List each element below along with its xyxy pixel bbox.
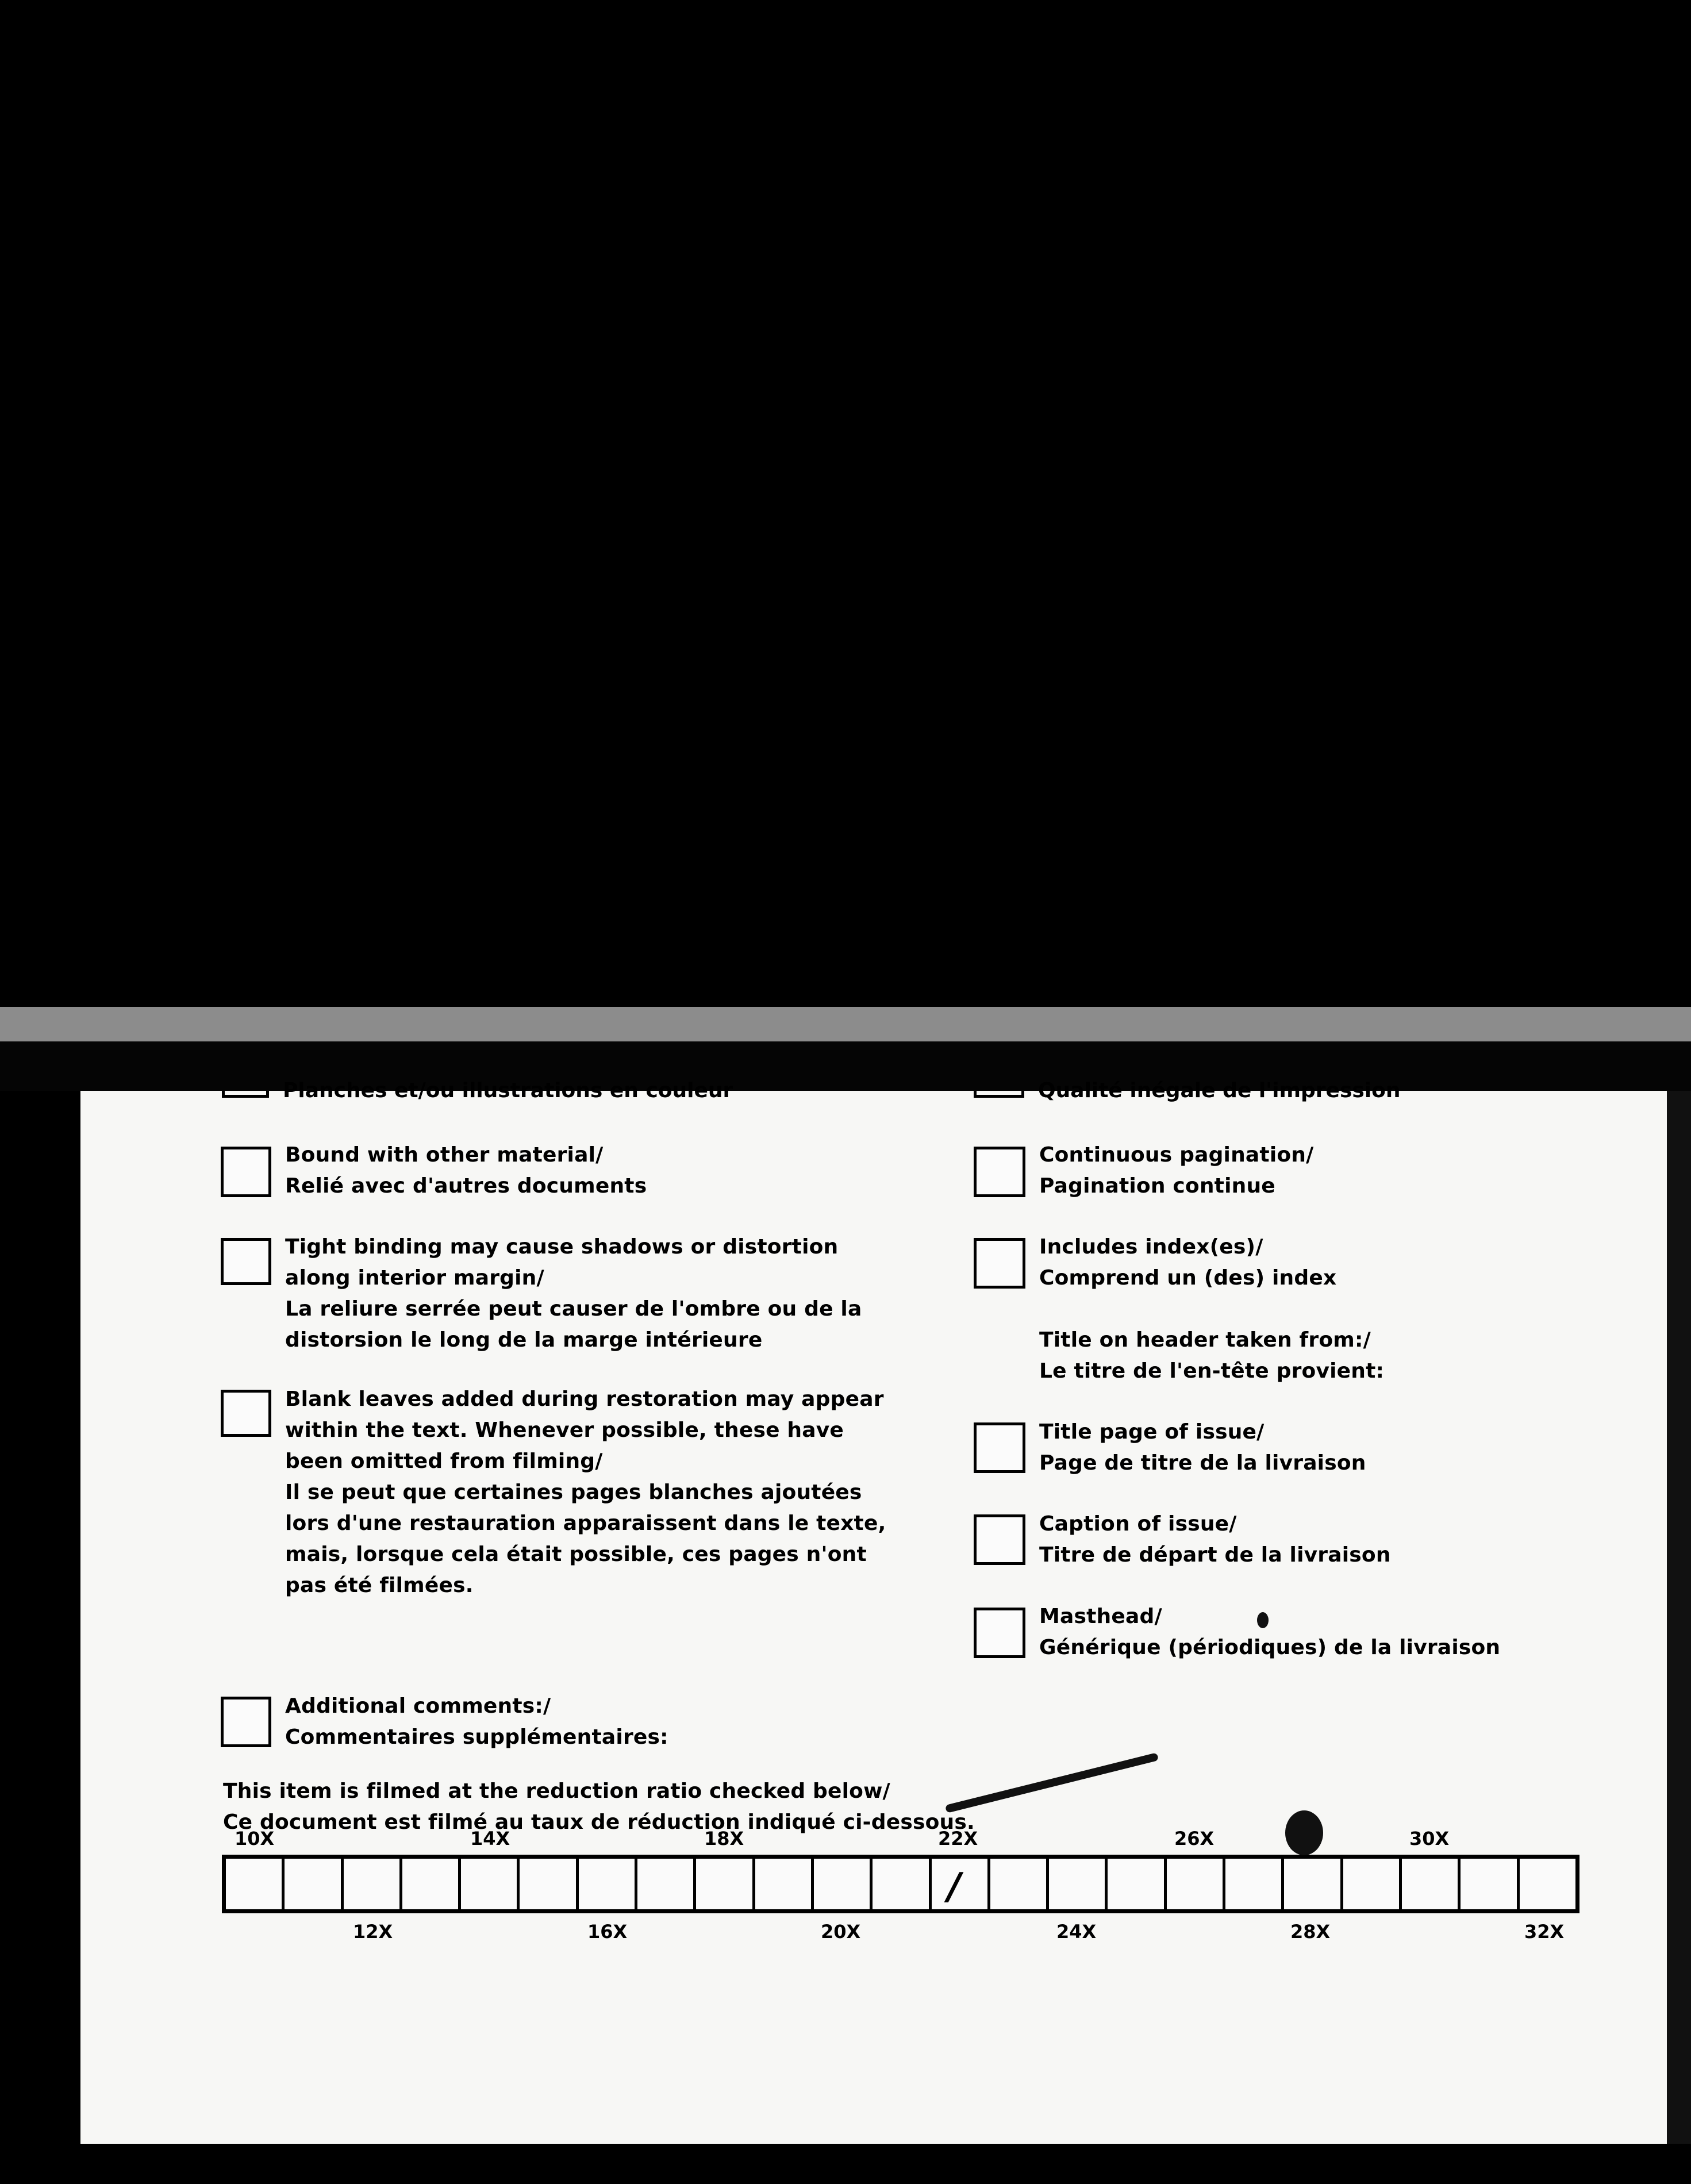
ratio-cell[interactable] xyxy=(1343,1859,1402,1909)
ratio-cell[interactable] xyxy=(932,1859,990,1909)
label-26x: 26X xyxy=(1174,1828,1215,1850)
item-bound-with: Bound with other material/ Relié avec d'autres documents xyxy=(285,1143,647,1198)
ratio-cell[interactable] xyxy=(344,1859,402,1909)
label-20x: 20X xyxy=(821,1921,861,1943)
item-title-page: Title page of issue/ Page de titre de la livraison xyxy=(1039,1420,1366,1475)
right-cut-item-text: Qualité inégale de l'impression xyxy=(1038,1079,1401,1102)
item-masthead: Masthead/ Générique (périodiques) de la livraison xyxy=(1039,1605,1501,1659)
checkbox-continuous-pagination[interactable] xyxy=(974,1147,1025,1197)
item-caption: Caption of issue/ Titre de départ de la livraison xyxy=(1039,1512,1391,1567)
ratio-cell[interactable] xyxy=(285,1859,343,1909)
checkbox-blank-leaves[interactable] xyxy=(221,1390,271,1437)
label-12x: 12X xyxy=(353,1921,393,1943)
label-10x: 10X xyxy=(235,1828,275,1850)
item-blank-leaves: Blank leaves added during restoration may appear within the text. Whenever possible, these have been omitted from filming/ Il se peut que certaines pages blanches ajoutées lors d'une restauration apparaissent dans le texte, mais, lorsque cela était possible, ces pages n'ont pas été filmées. xyxy=(285,1387,886,1597)
scanner-gray-band xyxy=(0,1007,1691,1041)
item-continuous-pagination: Continuous pagination/ Pagination continue xyxy=(1039,1143,1314,1198)
ratio-cell[interactable] xyxy=(1461,1859,1519,1909)
label-30x: 30X xyxy=(1409,1828,1450,1850)
item-tight-binding: Tight binding may cause shadows or distortion along interior margin/ La reliure serrée peut causer de l'ombre ou de la distorsion le long de la marge intérieure xyxy=(285,1235,862,1352)
item-additional-comments: Additional comments:/ Commentaires supplémentaires: xyxy=(285,1694,668,1749)
item-title-on-header: Title on header taken from:/ Le titre de l'en-tête provient: xyxy=(1039,1328,1385,1383)
label-28x: 28X xyxy=(1290,1921,1331,1943)
ink-dot xyxy=(1257,1612,1269,1628)
check-mark: / xyxy=(947,1866,961,1908)
ratio-cell[interactable] xyxy=(637,1859,696,1909)
ratio-cell[interactable] xyxy=(402,1859,461,1909)
label-14x: 14X xyxy=(470,1828,510,1850)
ratio-cell[interactable] xyxy=(520,1859,578,1909)
label-22x: 22X xyxy=(938,1828,978,1850)
label-24x: 24X xyxy=(1056,1921,1097,1943)
ratio-cell[interactable] xyxy=(1284,1859,1343,1909)
label-16x: 16X xyxy=(587,1921,628,1943)
ink-blot xyxy=(1285,1810,1323,1855)
ratio-cell[interactable] xyxy=(873,1859,931,1909)
label-18x: 18X xyxy=(704,1828,744,1850)
ratio-cell[interactable] xyxy=(755,1859,814,1909)
label-32x: 32X xyxy=(1524,1921,1565,1943)
ratio-cell[interactable] xyxy=(1225,1859,1284,1909)
left-black-margin xyxy=(0,1091,80,2184)
ratio-cell[interactable] xyxy=(1049,1859,1108,1909)
checkbox-bound-with[interactable] xyxy=(221,1147,271,1197)
checkbox-masthead[interactable] xyxy=(974,1608,1025,1658)
right-cut-checkbox[interactable] xyxy=(974,1091,1024,1098)
checkbox-caption[interactable] xyxy=(974,1514,1025,1565)
ratio-cell[interactable] xyxy=(990,1859,1049,1909)
ratio-cell[interactable] xyxy=(696,1859,755,1909)
ratio-cell[interactable] xyxy=(226,1859,285,1909)
ratio-cell[interactable] xyxy=(814,1859,873,1909)
checkbox-title-page[interactable] xyxy=(974,1422,1025,1473)
item-includes-index: Includes index(es)/ Comprend un (des) index xyxy=(1039,1235,1337,1290)
ratio-cell[interactable] xyxy=(579,1859,637,1909)
right-black-margin xyxy=(1667,1091,1691,2184)
scanner-black-band xyxy=(0,1041,1691,1091)
bottom-black-margin xyxy=(0,2144,1691,2184)
checkbox-additional-comments[interactable] xyxy=(221,1697,271,1747)
left-cut-checkbox[interactable] xyxy=(222,1091,269,1098)
ratio-cell[interactable] xyxy=(1108,1859,1166,1909)
reduction-instructions: This item is filmed at the reduction ratio checked below/ Ce document est filmé au taux de réduction indiqué ci-dessous. xyxy=(223,1779,975,1834)
ratio-cell[interactable] xyxy=(461,1859,520,1909)
ratio-cell[interactable] xyxy=(1167,1859,1225,1909)
left-cut-item-text: Planches et/ou illustrations en couleur xyxy=(283,1079,733,1102)
checkbox-includes-index[interactable] xyxy=(974,1238,1025,1289)
reduction-ratio-strip xyxy=(222,1855,1579,1913)
ratio-cell[interactable] xyxy=(1402,1859,1461,1909)
checkbox-tight-binding[interactable] xyxy=(221,1238,271,1285)
ratio-cell[interactable] xyxy=(1520,1859,1575,1909)
